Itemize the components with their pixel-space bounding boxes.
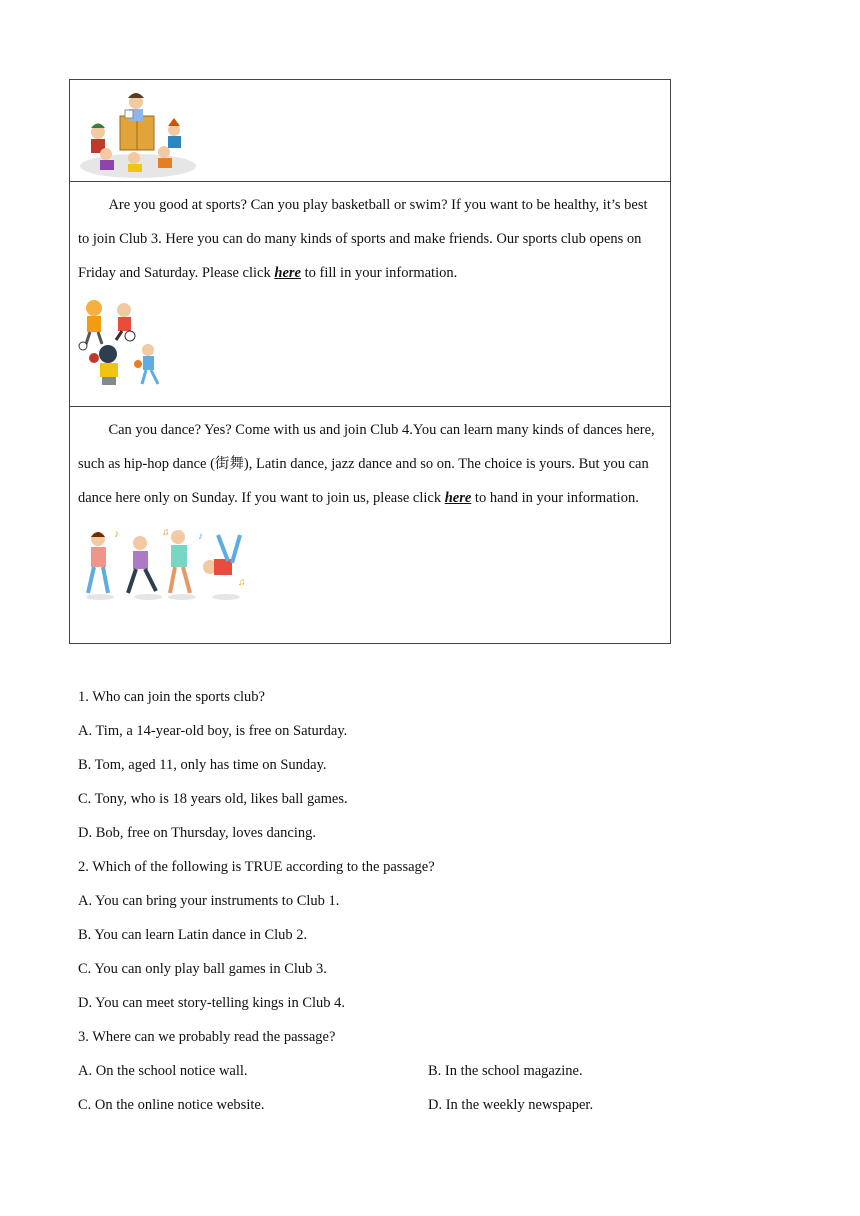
dance-illustration	[78, 525, 248, 601]
option-item[interactable]: D. You can meet story-telling kings in Club 4.	[78, 995, 346, 1011]
club-row-story	[70, 80, 671, 182]
club-row-dance	[70, 407, 671, 644]
option-item[interactable]: A. Tim, a 14-year-old boy, is free on Saturday.	[78, 723, 348, 739]
club-cell	[70, 182, 671, 407]
club-3-text-end: to fill in your information.	[300, 265, 458, 281]
club-4-text-end: to hand in your information.	[471, 490, 639, 506]
svg-text:♪: ♪	[114, 529, 119, 540]
club-4-here-link[interactable]: here	[444, 490, 472, 506]
question-stem: 3. Where can we probably read the passage?	[78, 1029, 336, 1045]
option-item[interactable]: B. You can learn Latin dance in Club 2.	[78, 927, 308, 943]
option-item[interactable]: B. In the school magazine.	[428, 1063, 583, 1079]
svg-text:♪: ♪	[198, 531, 203, 542]
option-item[interactable]: B. Tom, aged 11, only has time on Sunday.	[78, 757, 327, 773]
svg-text:♫: ♫	[238, 577, 246, 588]
questions-section	[78, 680, 778, 1122]
option-item[interactable]: D. Bob, free on Thursday, loves dancing.	[78, 825, 316, 841]
option-item[interactable]: C. Tony, who is 18 years old, likes ball games.	[78, 791, 348, 807]
clubs-table	[69, 79, 671, 644]
club-cell	[70, 80, 671, 182]
club-3-text: Are you good at sports? Can you play basketball or swim? If you want to be healthy, it’s best to join Club 3. Here you can do many kinds of sports and make friends. Our sports club opens on Friday and Saturday. Please click	[78, 197, 648, 281]
question-stem: 1. Who can join the sports club?	[78, 689, 265, 705]
option-item[interactable]: A. You can bring your instruments to Club 1.	[78, 893, 340, 909]
option-item[interactable]: A. On the school notice wall.	[78, 1063, 248, 1079]
story-illustration	[78, 88, 200, 180]
club-3-here-link[interactable]: here	[274, 265, 301, 281]
club-row-sports	[70, 182, 671, 407]
option-row	[78, 1088, 778, 1122]
option-item[interactable]: C. You can only play ball games in Club 3.	[78, 961, 327, 977]
option-item[interactable]: C. On the online notice website.	[78, 1097, 265, 1113]
svg-text:♫: ♫	[162, 527, 170, 538]
club-4-text: Can you dance? Yes? Come with us and join Club 4.You can learn many kinds of dances here, such as hip-hop dance (街舞), Latin dance, jazz dance and so on. The choice is yours. But you can dance here only on Sunday. If you want to join us, please click	[78, 422, 655, 506]
sports-illustration	[78, 296, 174, 392]
club-4-description	[78, 413, 662, 515]
option-row	[78, 1054, 778, 1088]
option-item[interactable]: D. In the weekly newspaper.	[428, 1097, 594, 1113]
question-stem: 2. Which of the following is TRUE according to the passage?	[78, 859, 435, 875]
club-cell	[70, 407, 671, 644]
club-3-description	[78, 188, 662, 290]
